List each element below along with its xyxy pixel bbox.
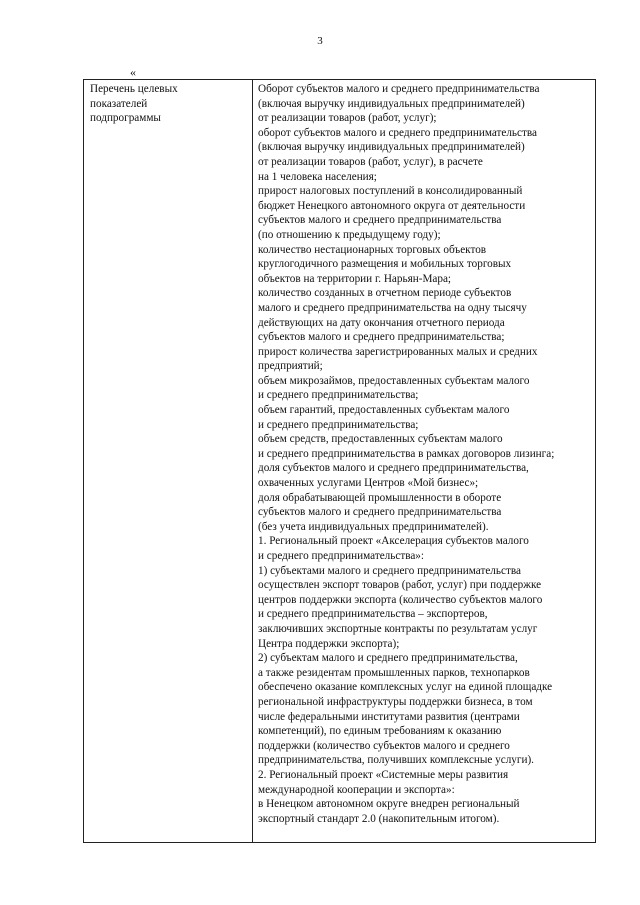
indicator-text-line: объем средств, предоставленных субъектам малого: [258, 433, 503, 446]
indicator-text-line: количество нестационарных торговых объектов: [258, 243, 487, 256]
indicator-text-line: экспортный стандарт 2.0 (накопительным итогом).: [258, 812, 500, 825]
indicator-text-line: и среднего предпринимательства – экспортеров,: [258, 608, 488, 621]
indicator-text-line: заключивших экспортные контракты по результатам услуг: [258, 622, 538, 635]
indicator-text-line: международной кооперации и экспорта»:: [258, 783, 455, 796]
indicator-text-line: доля обрабатывающей промышленности в обороте: [258, 491, 502, 504]
indicator-text-line: предпринимательства, получивших комплексные услуги).: [258, 754, 534, 767]
left-cell-line: показателей: [90, 97, 148, 110]
indicator-text-line: субъектов малого и среднего предпринимательства: [258, 214, 502, 227]
indicator-text-line: объем гарантий, предоставленных субъектам малого: [258, 404, 510, 417]
indicator-text-line: действующих на дату окончания отчетного периода: [258, 316, 505, 329]
left-cell-line: Перечень целевых: [90, 83, 178, 95]
page-number: 3: [317, 35, 323, 47]
indicator-text-line: (включая выручку индивидуальных предпринимателей): [258, 141, 525, 154]
indicator-text-line: от реализации товаров (работ, услуг), в расчете: [258, 155, 483, 168]
indicator-text-line: и среднего предпринимательства;: [258, 389, 419, 402]
indicator-text-line: числе федеральными институтами развития (центрами: [258, 710, 520, 723]
indicator-text-line: субъектов малого и среднего предпринимательства: [258, 506, 502, 519]
indicator-text-line: прирост количества зарегистрированных малых и средних: [258, 345, 538, 358]
indicator-text-line: 2. Региональный проект «Системные меры развития: [258, 768, 509, 781]
indicator-text-line: 2) субъектам малого и среднего предпринимательства,: [258, 652, 518, 665]
indicator-text-line: (по отношению к предыдущему году);: [258, 228, 441, 241]
indicator-text-line: объем микрозаймов, предоставленных субъектам малого: [258, 374, 530, 387]
indicator-text-line: а также резидентам промышленных парков, технопарков: [258, 666, 530, 679]
indicator-text-line: и среднего предпринимательства;: [258, 418, 419, 431]
indicator-text-line: и среднего предпринимательства в рамках договоров лизинга;: [258, 447, 555, 460]
indicator-text-line: в Ненецком автономном округе внедрен региональный: [258, 798, 520, 811]
indicator-text-line: предприятий;: [258, 360, 323, 373]
indicator-text-line: осуществлен экспорт товаров (работ, услуг) при поддержке: [258, 579, 542, 592]
indicator-text-line: количество созданных в отчетном периоде субъектов: [258, 287, 512, 300]
indicator-text-line: центров поддержки экспорта (количество субъектов малого: [258, 593, 543, 606]
indicator-text-line: 1) субъектами малого и среднего предпринимательства: [258, 564, 521, 577]
indicator-text-line: прирост налоговых поступлений в консолидированный: [258, 185, 523, 198]
indicator-text-line: субъектов малого и среднего предпринимательства;: [258, 331, 505, 344]
indicator-text-line: и среднего предпринимательства»:: [258, 550, 425, 562]
indicator-text-line: (включая выручку индивидуальных предпринимателей): [258, 97, 525, 110]
indicator-text-line: малого и среднего предпринимательства на одну тысячу: [258, 301, 527, 314]
indicator-text-line: Центра поддержки экспорта);: [258, 637, 400, 650]
indicator-text-line: доля субъектов малого и среднего предпринимательства,: [258, 462, 529, 475]
indicator-text-line: 1. Региональный проект «Акселерация субъектов малого: [258, 535, 529, 548]
passport-table: [83, 79, 596, 843]
left-cell: [90, 82, 245, 126]
indicator-text-line: оборот субъектов малого и среднего предпринимательства: [258, 126, 537, 139]
left-cell-line: подпрограммы: [90, 112, 161, 125]
indicator-text-line: охваченных услугами Центров «Мой бизнес»;: [258, 477, 479, 490]
indicator-text-line: обеспечено оказание комплексных услуг на единой площадке: [258, 681, 553, 694]
indicator-text-line: на 1 человека населения;: [258, 170, 377, 183]
indicator-text-line: круглогодичного размещения и мобильных торговых: [258, 258, 512, 271]
indicator-text-line: бюджет Ненецкого автономного округа от деятельности: [258, 199, 526, 212]
right-cell: [258, 82, 596, 826]
indicator-text-line: объектов на территории г. Нарьян-Мара;: [258, 272, 452, 285]
column-divider: [252, 80, 253, 842]
indicator-text-line: Оборот субъектов малого и среднего предпринимательства: [258, 83, 540, 95]
indicator-text-line: от реализации товаров (работ, услуг);: [258, 112, 437, 125]
indicator-text-line: (без учета индивидуальных предпринимателей).: [258, 520, 489, 533]
opening-quote: «: [130, 65, 136, 79]
indicator-text-line: компетенций), по единым требованиям к оказанию: [258, 725, 502, 738]
indicator-text-line: региональной инфраструктуры поддержки бизнеса, в том: [258, 695, 533, 708]
indicator-text-line: поддержки (количество субъектов малого и среднего: [258, 739, 510, 752]
